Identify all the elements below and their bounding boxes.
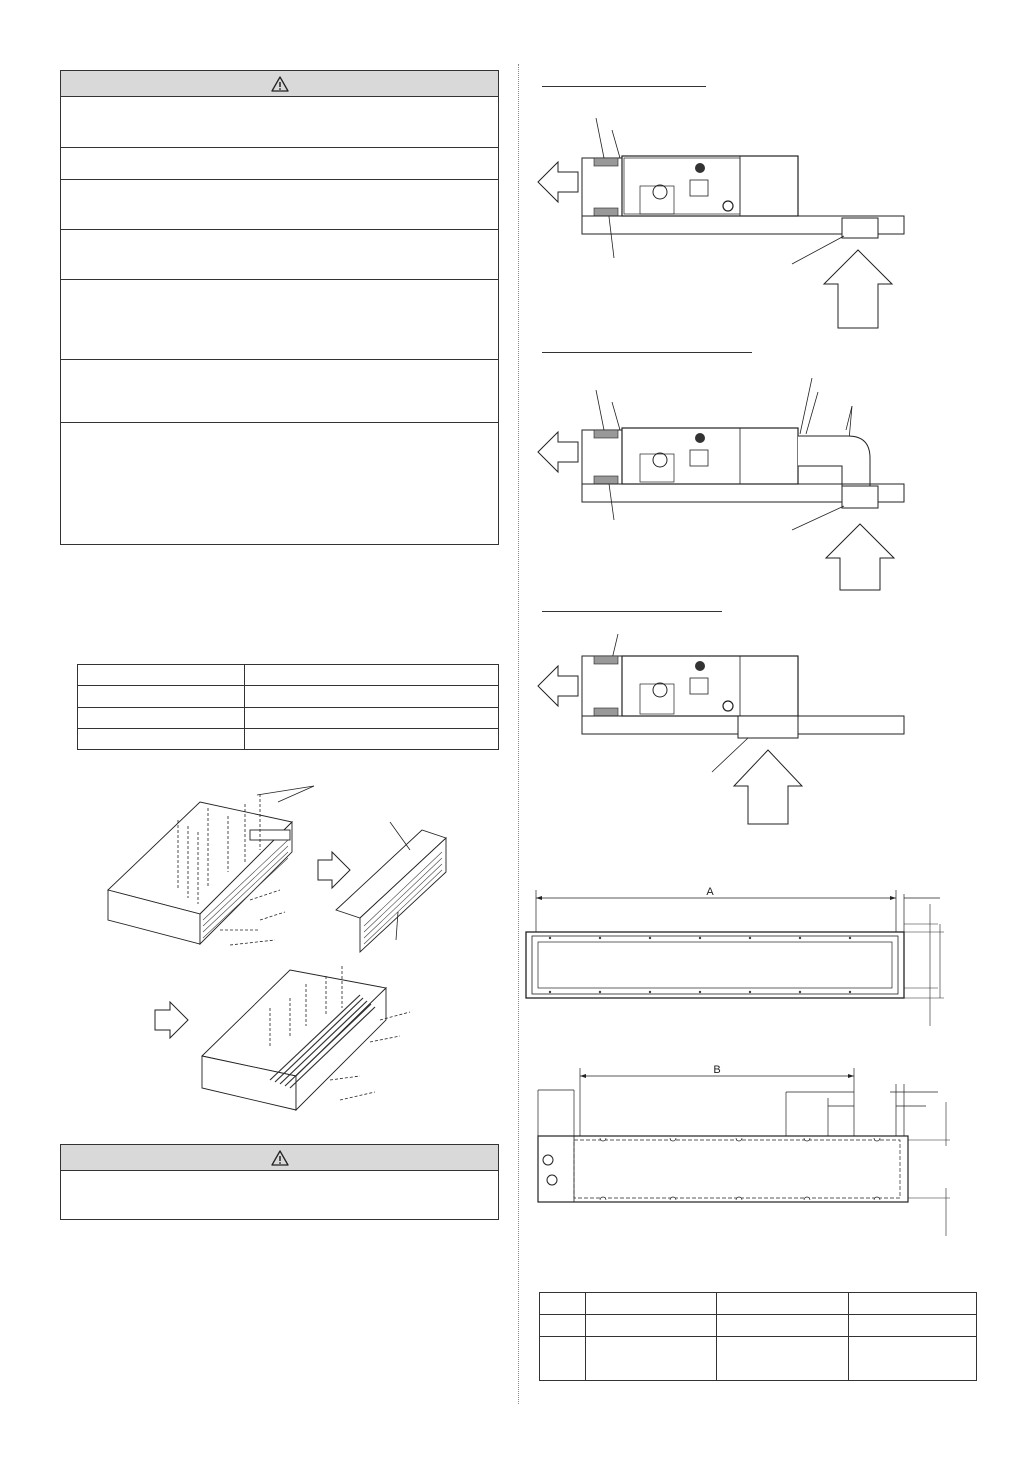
caution-header [61, 71, 498, 97]
dimension-label-a: A [706, 886, 714, 898]
arrow-up-icon [826, 524, 894, 590]
table-cell [540, 1293, 586, 1315]
table-cell [78, 686, 245, 708]
caution-header [61, 1145, 498, 1171]
caution-row [61, 422, 498, 545]
table-cell [78, 729, 245, 750]
table-cell [849, 1337, 977, 1381]
installation-diagram-2 [530, 370, 920, 600]
caution-row [61, 179, 498, 229]
arrow-left-icon [538, 432, 578, 472]
unit-before [108, 802, 292, 944]
installation-diagram-3 [530, 630, 920, 830]
table-cell [245, 686, 499, 708]
caution-row [61, 147, 498, 179]
caution-row [61, 279, 498, 359]
table-cell [540, 1337, 586, 1381]
table-cell [78, 665, 245, 686]
warning-triangle-icon [271, 76, 289, 92]
caution-row [61, 359, 498, 422]
section-heading-underline [542, 611, 722, 612]
table-cell [540, 1315, 586, 1337]
table-cell [717, 1293, 849, 1315]
unit-after [202, 970, 386, 1110]
table-cell [586, 1293, 717, 1315]
arrow-left-icon [538, 162, 578, 202]
dimension-drawing-b [530, 1060, 960, 1240]
table-cell [78, 708, 245, 729]
column-divider [518, 64, 519, 1404]
arrow-left-icon [538, 666, 578, 706]
spec-table-right [539, 1292, 977, 1381]
spec-table-left [77, 664, 499, 750]
caution-row [61, 229, 498, 279]
arrow-up-icon [824, 250, 892, 328]
caution-box-bottom [60, 1144, 499, 1220]
arrow-right-icon [318, 852, 350, 888]
table-cell [849, 1315, 977, 1337]
table-cell [717, 1337, 849, 1381]
table-cell [245, 708, 499, 729]
warning-triangle-icon [271, 1150, 289, 1166]
removed-panel [336, 830, 446, 952]
table-cell [245, 665, 499, 686]
caution-box-top [60, 70, 499, 545]
table-cell [586, 1337, 717, 1381]
section-heading-underline [542, 86, 706, 87]
section-heading-underline [542, 352, 752, 353]
table-cell [586, 1315, 717, 1337]
arrow-right-icon [155, 1002, 188, 1038]
table-cell [245, 729, 499, 750]
dimension-drawing-a [520, 880, 960, 1040]
arrow-up-icon [734, 750, 802, 824]
table-cell [717, 1315, 849, 1337]
filter-removal-illustration [100, 780, 500, 1130]
table-cell [849, 1293, 977, 1315]
caution-row [61, 96, 498, 147]
installation-diagram-1 [530, 100, 920, 340]
dimension-label-b: B [713, 1064, 721, 1076]
